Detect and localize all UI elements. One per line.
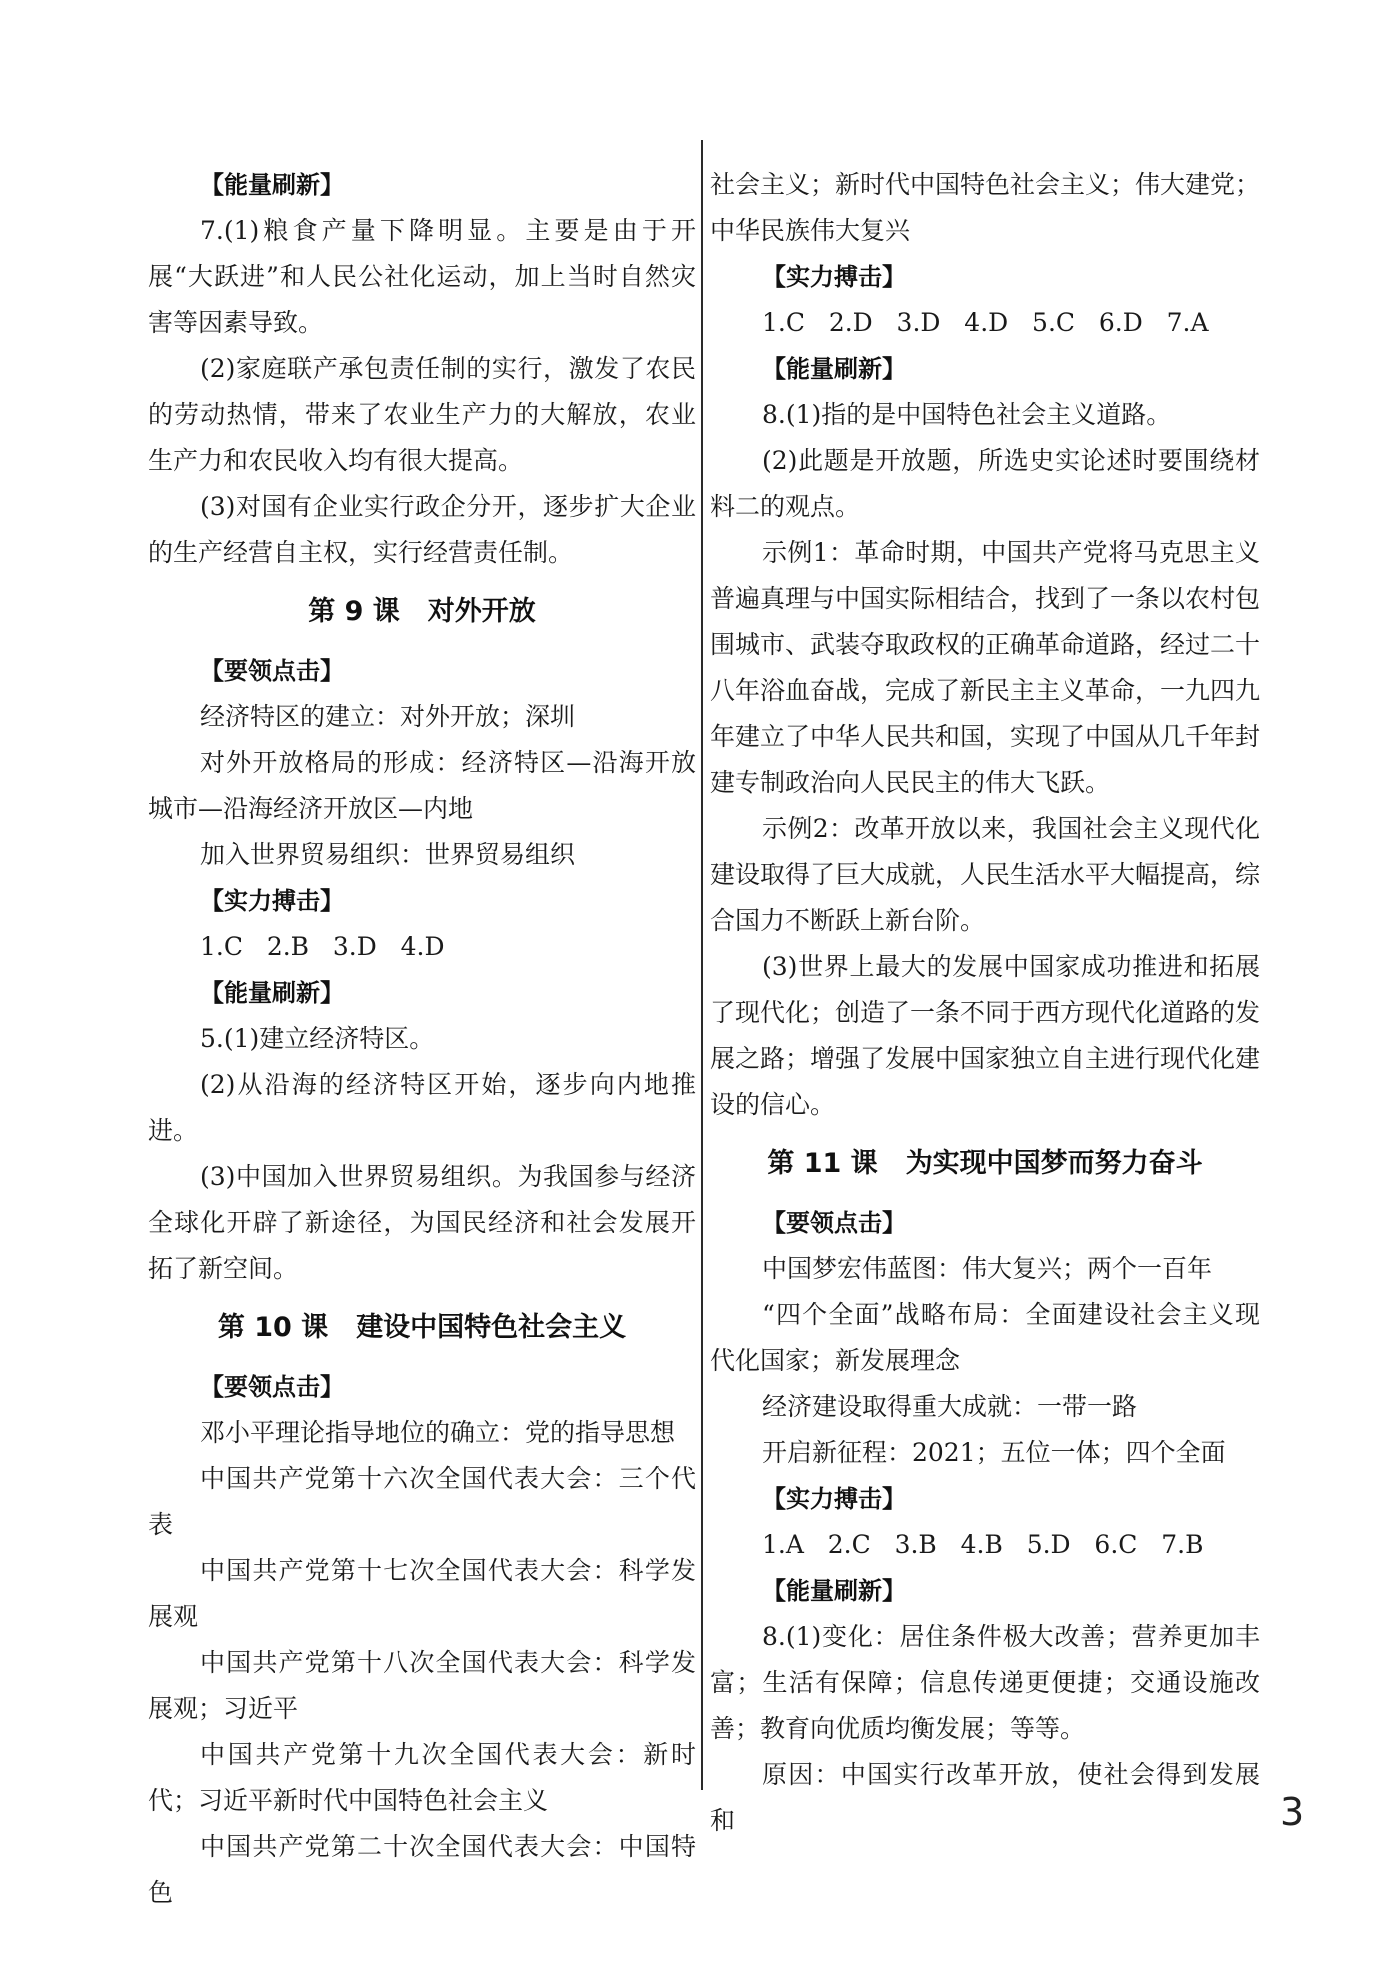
section-label: 【能量刷新】 (762, 355, 906, 383)
lesson-title: 对外开放 (427, 596, 536, 627)
section-label: 【能量刷新】 (200, 171, 344, 199)
section-label: 【实力搏击】 (762, 263, 906, 291)
paragraph: 中国共产党第十八次全国代表大会：科学发展观；习近平 (148, 1648, 696, 1723)
paragraph: 示例2：改革开放以来，我国社会主义现代化建设取得了巨大成就，人民生活水平大幅提高，综合国力不断跃上新台阶。 (710, 814, 1261, 935)
page-number: 3 (1280, 1790, 1305, 1834)
column-divider (701, 140, 703, 1790)
paragraph: 社会主义；新时代中国特色社会主义；伟大建党；中华民族伟大复兴 (710, 170, 1261, 245)
paragraph: (2)此题是开放题，所选史实论述时要围绕材料二的观点。 (710, 446, 1260, 521)
answer-key: 1.C 2.D 3.D 4.D 5.C 6.D 7.A (762, 308, 1209, 337)
section-label: 【要领点击】 (200, 1373, 344, 1401)
section-label: 【实力搏击】 (762, 1485, 906, 1513)
paragraph: 8.(1)变化：居住条件极大改善；营养更加丰富；生活有保障；信息传递更便捷；交通设施改善；教育向优质均衡发展；等等。 (710, 1622, 1260, 1743)
paragraph: (3)中国加入世界贸易组织。为我国参与经济全球化开辟了新途径，为国民经济和社会发展开拓了新空间。 (148, 1162, 696, 1283)
lesson-heading (710, 1128, 1260, 1200)
answer-key: 1.A 2.C 3.B 4.B 5.D 6.C 7.B (762, 1530, 1204, 1559)
lesson-number: 第 10 课 (217, 1312, 329, 1343)
lesson-number: 第 9 课 (308, 596, 400, 627)
paragraph: (2)从沿海的经济特区开始，逐步向内地推进。 (148, 1070, 696, 1145)
right-column (710, 162, 1260, 1844)
paragraph: 经济建设取得重大成就：一带一路 (762, 1392, 1138, 1421)
paragraph: (2)家庭联产承包责任制的实行，激发了农民的劳动热情，带来了农业生产力的大解放，农业生产力和农民收入均有很大提高。 (148, 354, 696, 475)
lesson-heading (148, 1292, 696, 1364)
paragraph: 5.(1)建立经济特区。 (200, 1024, 435, 1053)
paragraph: 加入世界贸易组织：世界贸易组织 (200, 840, 576, 869)
paragraph: 邓小平理论指导地位的确立：党的指导思想 (200, 1418, 676, 1447)
section-label: 【要领点击】 (200, 657, 344, 685)
paragraph: 示例1：革命时期，中国共产党将马克思主义普遍真理与中国实际相结合，找到了一条以农村包围城市、武装夺取政权的正确革命道路，经过二十八年浴血奋战，完成了新民主主义革命，一九四九年建立了中华人民共和国，实现了中国从几千年封建专制政治向人民民主的伟大飞跃。 (710, 538, 1261, 797)
section-label: 【能量刷新】 (200, 979, 344, 1007)
lesson-title: 为实现中国梦而努力奋斗 (905, 1148, 1203, 1179)
lesson-heading (148, 576, 696, 648)
paragraph: 原因：中国实行改革开放，使社会得到发展和 (710, 1760, 1260, 1835)
paragraph: 中国共产党第十九次全国代表大会：新时代；习近平新时代中国特色社会主义 (148, 1740, 696, 1815)
section-label: 【实力搏击】 (200, 887, 344, 915)
section-label: 【要领点击】 (762, 1209, 906, 1237)
paragraph: “四个全面”战略布局：全面建设社会主义现代化国家；新发展理念 (710, 1300, 1260, 1375)
paragraph: 中国共产党第十七次全国代表大会：科学发展观 (148, 1556, 696, 1631)
lesson-title: 建设中国特色社会主义 (356, 1312, 627, 1343)
paragraph: 经济特区的建立：对外开放；深圳 (200, 702, 576, 731)
paragraph: 中国共产党第二十次全国代表大会：中国特色 (148, 1832, 696, 1907)
paragraph: 8.(1)指的是中国特色社会主义道路。 (762, 400, 1172, 429)
paragraph: (3)世界上最大的发展中国家成功推进和拓展了现代化；创造了一条不同于西方现代化道路的发展之路；增强了发展中国家独立自主进行现代化建设的信心。 (710, 952, 1261, 1119)
paragraph: 中国梦宏伟蓝图：伟大复兴；两个一百年 (762, 1254, 1213, 1283)
lesson-number: 第 11 课 (767, 1148, 878, 1179)
paragraph: 开启新征程：2021；五位一体；四个全面 (762, 1438, 1226, 1467)
left-column (148, 162, 696, 1916)
section-label: 【能量刷新】 (762, 1577, 906, 1605)
paragraph: (3)对国有企业实行政企分开，逐步扩大企业的生产经营自主权，实行经营责任制。 (148, 492, 696, 567)
paragraph: 7.(1)粮食产量下降明显。主要是由于开展“大跃进”和人民公社化运动，加上当时自然灾害等因素导致。 (148, 216, 696, 337)
answer-key: 1.C 2.B 3.D 4.D (200, 932, 445, 961)
paragraph: 中国共产党第十六次全国代表大会：三个代表 (148, 1464, 696, 1539)
paragraph: 对外开放格局的形成：经济特区—沿海开放城市—沿海经济开放区—内地 (148, 748, 696, 823)
